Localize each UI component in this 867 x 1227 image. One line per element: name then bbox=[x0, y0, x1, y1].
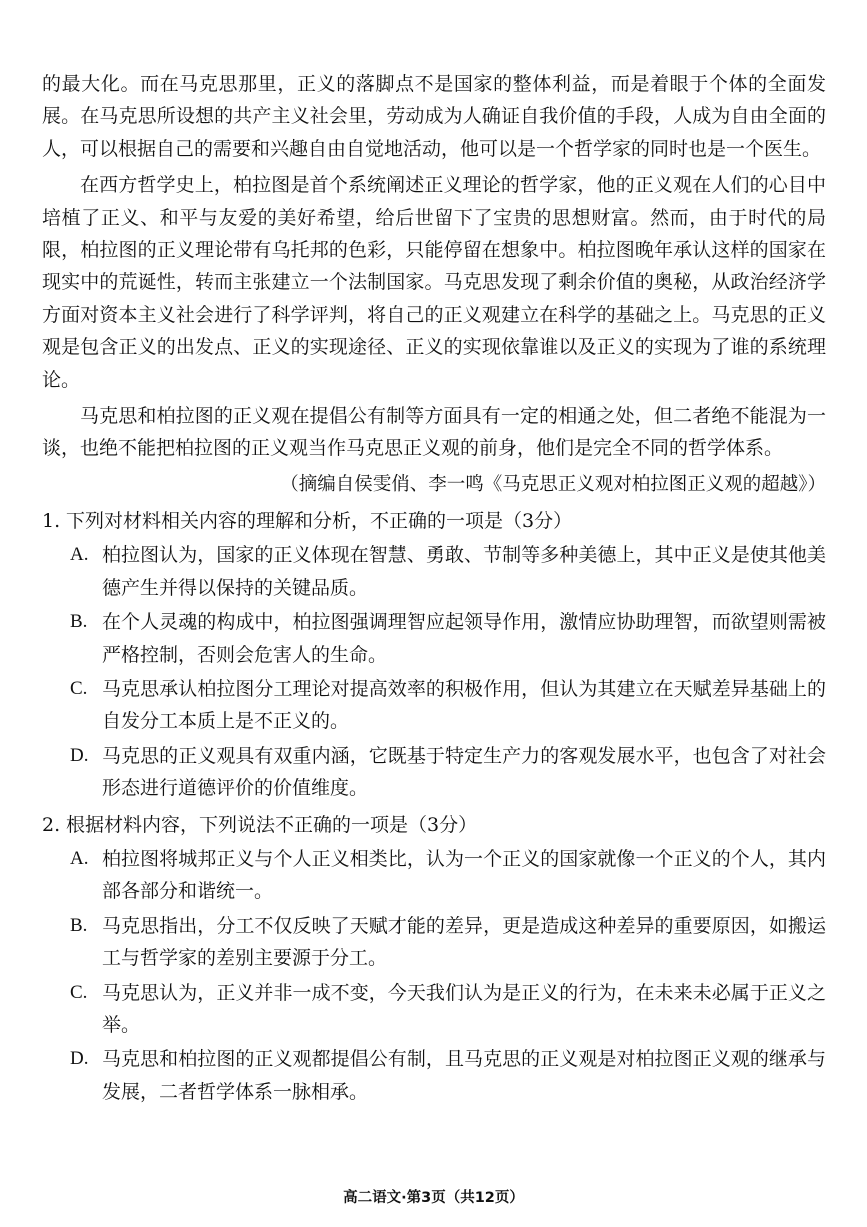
question-stem bbox=[42, 505, 826, 537]
option-letter: A. bbox=[70, 544, 89, 566]
option-letter: B. bbox=[70, 611, 88, 633]
option-letter: A. bbox=[70, 847, 89, 869]
option-a[interactable] bbox=[42, 539, 826, 604]
option-letter: D. bbox=[70, 1048, 89, 1070]
page-footer: 高二语文·第3页（共12页） bbox=[343, 1190, 524, 1206]
option-text: 柏拉图将城邦正义与个人正义相类比，认为一个正义的国家就像一个正义的个人，其内部各部分和谐统一。 bbox=[102, 847, 826, 903]
option-text: 马克思的正义观具有双重内涵，它既基于特定生产力的客观发展水平，也包含了对社会形态进行道德评价的价值维度。 bbox=[102, 744, 826, 800]
option-letter: C. bbox=[70, 677, 88, 699]
option-text: 马克思和柏拉图的正义观都提倡公有制，且马克思的正义观是对柏拉图正义观的继承与发展，二者哲学体系一脉相承。 bbox=[102, 1048, 826, 1103]
question-stem bbox=[42, 809, 826, 841]
passage-paragraph-3: 马克思和柏拉图的正义观在提倡公有制等方面具有一定的相通之处，但二者绝不能混为一谈，也绝不能把柏拉图的正义观当作马克思正义观的前身，他们是完全不同的哲学体系。 bbox=[42, 405, 826, 460]
option-text: 在个人灵魂的构成中，柏拉图强调理智应起领导作用，激情应协助理智，而欲望则需被严格控制，否则会危害人的生命。 bbox=[102, 611, 826, 666]
option-d[interactable] bbox=[42, 1043, 826, 1108]
option-letter: B. bbox=[70, 914, 88, 936]
option-b[interactable] bbox=[42, 910, 826, 975]
option-text: 马克思承认柏拉图分工理论对提高效率的积极作用，但认为其建立在天赋差异基础上的自发分工本质上是不正义的。 bbox=[102, 677, 826, 733]
option-b[interactable] bbox=[42, 606, 826, 671]
option-text: 马克思认为，正义并非一成不变，今天我们认为是正义的行为，在未来未必属于正义之举。 bbox=[102, 981, 826, 1036]
passage-source: （摘编自侯雯俏、李一鸣《马克思正义观对柏拉图正义观的超越》） bbox=[280, 473, 826, 495]
passage-paragraph-2: 在西方哲学史上，柏拉图是首个系统阐述正义理论的哲学家，他的正义观在人们的心目中培植了正义、和平与友爱的美好希望，给后世留下了宝贵的思想财富。然而，由于时代的局限，柏拉图的正义理论带有乌托邦的色彩，只能停留在想象中。柏拉图晚年承认这样的国家在现实中的荒诞性，转而主张建立一个法制国家。马克思发现了剩余价值的奥秘，从政治经济学方面对资本主义社会进行了科学评判，将自己的正义观建立在科学的基础之上。马克思的正义观是包含正义的出发点、正义的实现途径、正义的实现依靠谁以及正义的实现为了谁的系统理论。 bbox=[42, 174, 826, 391]
option-c[interactable] bbox=[42, 673, 826, 738]
question-1 bbox=[42, 505, 826, 805]
option-text: 马克思指出，分工不仅反映了天赋才能的差异，更是造成这种差异的重要原因，如搬运工与哲学家的差别主要源于分工。 bbox=[102, 914, 826, 970]
question-text: 下列对材料相关内容的理解和分析，不正确的一项是（3分） bbox=[66, 509, 573, 532]
option-a[interactable] bbox=[42, 843, 826, 908]
option-c[interactable] bbox=[42, 977, 826, 1042]
question-2 bbox=[42, 809, 826, 1109]
question-number: 2. bbox=[42, 813, 61, 836]
option-text: 柏拉图认为，国家的正义体现在智慧、勇敢、节制等多种美德上，其中正义是使其他美德产生并得以保持的关键品质。 bbox=[102, 544, 826, 599]
question-text: 根据材料内容，下列说法不正确的一项是（3分） bbox=[66, 813, 478, 836]
passage-paragraph-1: 的最大化。而在马克思那里，正义的落脚点不是国家的整体利益，而是着眼于个体的全面发展。在马克思所设想的共产主义社会里，劳动成为人确证自我价值的手段，人成为自由全面的人，可以根据自己的需要和兴趣自由自觉地活动，他可以是一个哲学家的同时也是一个医生。 bbox=[42, 73, 826, 160]
option-letter: C. bbox=[70, 981, 88, 1003]
exam-page bbox=[42, 68, 826, 1110]
option-letter: D. bbox=[70, 744, 89, 766]
question-number: 1. bbox=[42, 509, 61, 532]
option-d[interactable] bbox=[42, 740, 826, 805]
